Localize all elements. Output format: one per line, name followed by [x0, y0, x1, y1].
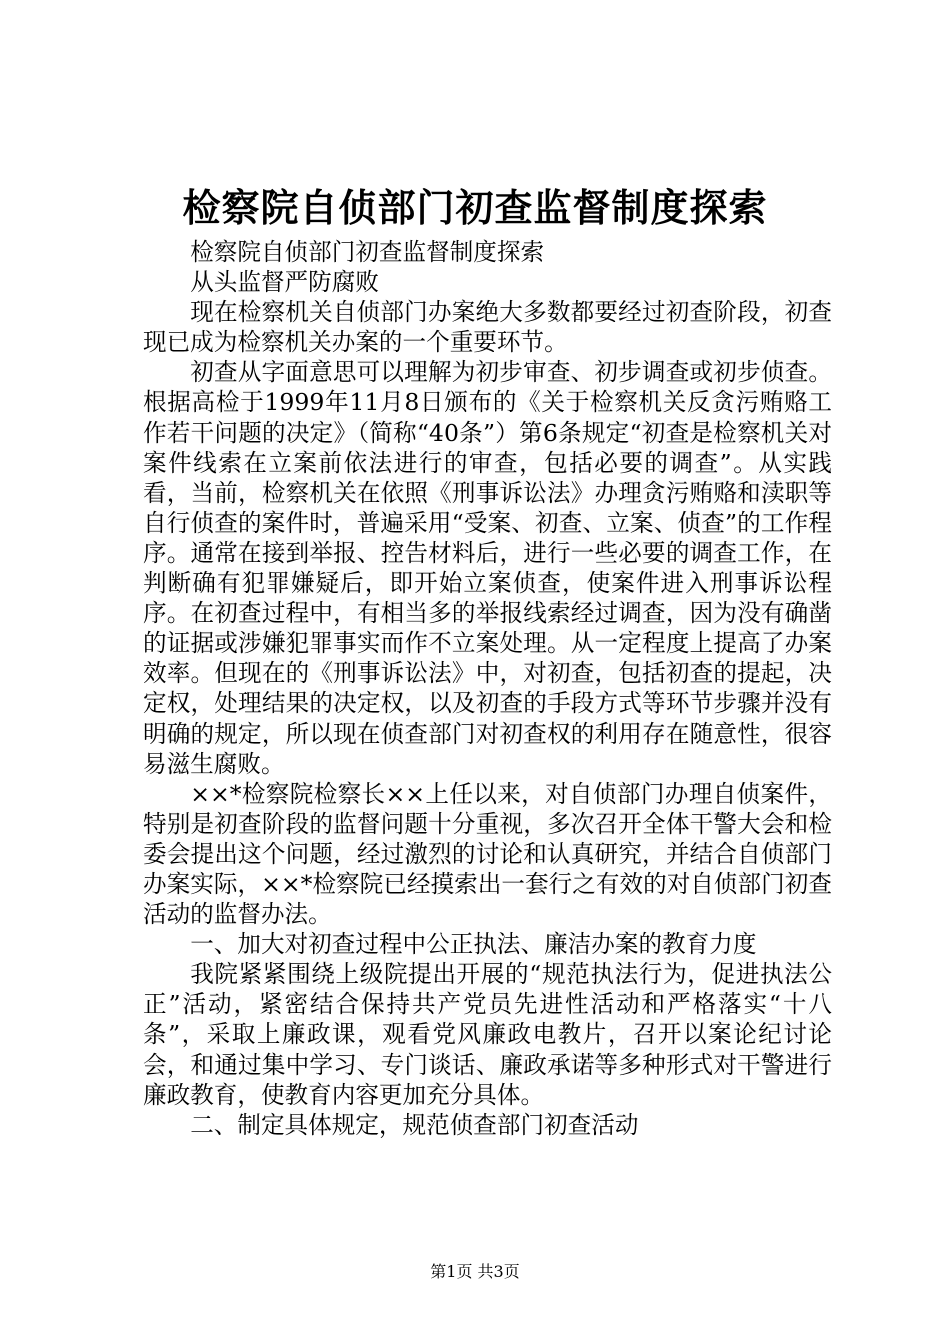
paragraph: 初查从字面意思可以理解为初步审查、初步调查或初步侦查。根据高检于1999年11月8日颁布的《关于检察机关反贪污贿赂工作若干问题的决定》（简称“40条”）第6条规定“初查是检察机关对案件线索在立案前依法进行的审查，包括必要的调查”。从实践看，当前，检察机关在依照《刑事诉讼法》办理贪污贿赂和渎职等自行侦查的案件时，普遍采用“受案、初查、立案、侦查”的工作程序。通常在接到举报、控告材料后，进行一些必要的调查工作，在判断确有犯罪嫌疑后，即开始立案侦查，使案件进入刑事诉讼程序。在初查过程中，有相当多的举报线索经过调查，因为没有确凿的证据或涉嫌犯罪事实而作不立案处理。从一定程度上提高了办案效率。但现在的《刑事诉讼法》中，对初查，包括初查的提起，决定权，处理结果的决定权，以及初查的手段方式等环节步骤并没有明确的规定，所以现在侦查部门对初查权的利用存在随意性，很容易滋生腐败。 — [143, 358, 832, 778]
section-heading: 一、加大对初查过程中公正执法、廉洁办案的教育力度 — [190, 930, 757, 959]
paragraph: 现在检察机关自侦部门办案绝大多数都要经过初查阶段，初查现已成为检察机关办案的一个重要环节。 — [143, 298, 832, 357]
section-heading: 二、制定具体规定，规范侦查部门初查活动 — [190, 1110, 639, 1139]
paragraph: 从头监督严防腐败 — [190, 268, 379, 297]
document-body — [143, 237, 832, 1140]
document-title: 检察院自侦部门初查监督制度探索 — [182, 185, 768, 230]
page-number-footer: 第1页 共3页 — [430, 1262, 520, 1281]
paragraph: 我院紧紧围绕上级院提出开展的“规范执法行为，促进执法公正”活动，紧密结合保持共产党员先进性活动和严格落实“十八条”，采取上廉政课，观看党风廉政电教片，召开以案论纪讨论会，和通过集中学习、专门谈话、廉政承诺等多种形式对干警进行廉政教育，使教育内容更加充分具体。 — [143, 960, 832, 1109]
paragraph: ××*检察院检察长××上任以来，对自侦部门办理自侦案件，特别是初查阶段的监督问题十分重视，多次召开全体干警大会和检委会提出这个问题，经过激烈的讨论和认真研究，并结合自侦部门办案实际，××*检察院已经摸索出一套行之有效的对自侦部门初查活动的监督办法。 — [143, 779, 832, 929]
paragraph: 检察院自侦部门初查监督制度探索 — [190, 238, 545, 266]
